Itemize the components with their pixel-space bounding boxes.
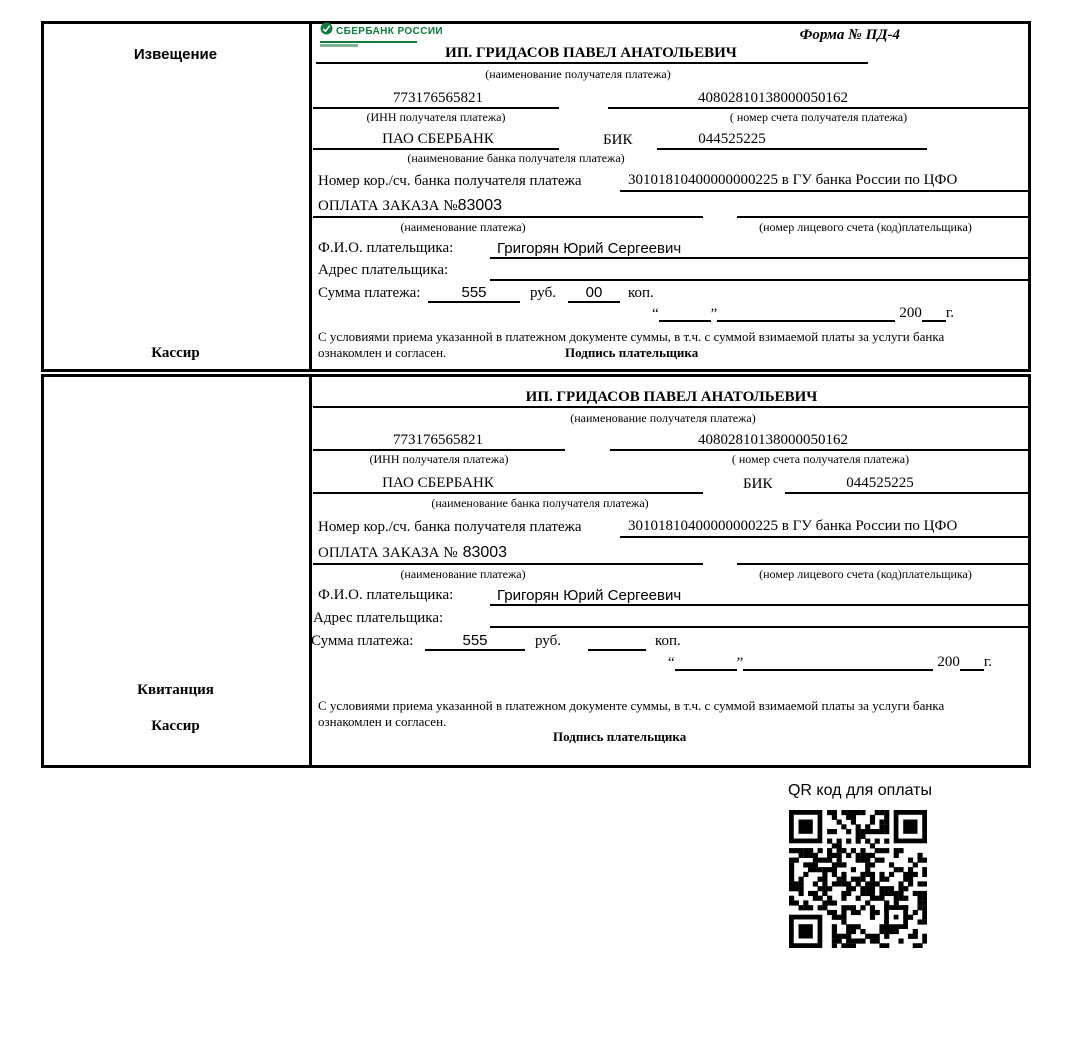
- recipient-caption: (наименование получателя платежа): [485, 67, 671, 81]
- account-line: [608, 107, 1029, 109]
- rub-label: руб.: [535, 633, 561, 649]
- amount-rub-value: 555: [462, 632, 488, 649]
- quote-close: ”: [710, 306, 718, 322]
- payment-caption: (наименование платежа): [400, 567, 526, 581]
- payer-code-caption: (номер лицевого счета (код)плательщика): [759, 567, 972, 581]
- logo-underline: [320, 41, 417, 43]
- inn-line: [313, 449, 565, 451]
- sberbank-logo-text: СБЕРБАНК РОССИИ: [336, 25, 444, 37]
- recipient-line: [316, 62, 868, 64]
- amount-rub-value: 555: [461, 284, 487, 301]
- bank-name-value: ПАО СБЕРБАНК: [382, 475, 494, 491]
- account-caption: ( номер счета получателя платежа): [731, 452, 910, 466]
- year-prefix: 200: [899, 305, 922, 321]
- notice-column-divider: [309, 21, 312, 372]
- amount-kop-line: [568, 301, 620, 303]
- date-day-line: [659, 305, 711, 322]
- bik-line: [657, 148, 927, 150]
- year-line: [922, 305, 946, 322]
- payer-address-label: Адрес плательщика:: [313, 610, 444, 626]
- quote-close: ”: [736, 655, 744, 671]
- corr-account-label: Номер кор./сч. банка получателя платежа: [318, 173, 582, 189]
- account-caption: ( номер счета получателя платежа): [729, 110, 908, 124]
- account-line: [610, 449, 1031, 451]
- inn-caption: (ИНН получателя платежа): [369, 452, 509, 466]
- payer-fio-label: Ф.И.О. плательщика:: [318, 240, 454, 256]
- corr-account-label: Номер кор./сч. банка получателя платежа: [318, 519, 582, 535]
- year-suffix: г.: [983, 654, 993, 670]
- agreement-line1: С условиями приема указанной в платежном документе суммы, в т.ч. с суммой взимаемой платы за услуги банка: [318, 698, 945, 713]
- signature-label: Подпись плательщика: [553, 729, 687, 744]
- qr-caption: QR код для оплаты: [787, 782, 932, 799]
- sum-label: Сумма платежа:: [318, 285, 421, 301]
- quote-open: “: [652, 306, 659, 322]
- payer-code-line: [737, 563, 1030, 565]
- sum-label: Сумма платежа:: [311, 633, 414, 649]
- bank-name-line: [313, 492, 703, 494]
- rub-label: руб.: [530, 285, 556, 301]
- payer-address-label: Адрес плательщика:: [318, 262, 449, 278]
- inn-value: 773176565821: [393, 90, 483, 106]
- bik-label: БИК: [743, 476, 773, 492]
- bank-name-value: ПАО СБЕРБАНК: [382, 131, 494, 147]
- agreement-line1: С условиями приема указанной в платежном документе суммы, в т.ч. с суммой взимаемой платы за услуги банка: [318, 329, 945, 344]
- recipient-name: ИП. ГРИДАСОВ ПАВЕЛ АНАТОЛЬЕВИЧ: [525, 389, 818, 405]
- corr-account-value: 30101810400000000225 в ГУ банка России по ЦФО: [628, 172, 958, 188]
- purpose-line: [313, 563, 703, 565]
- agreement-line2: ознакомлен и согласен.: [318, 345, 447, 360]
- notice-side-title: Извещение: [133, 46, 218, 63]
- notice-cashier-label: Кассир: [151, 345, 200, 361]
- purpose-label: ОПЛАТА ЗАКАЗА №: [318, 545, 458, 561]
- account-value: 40802810138000050162: [698, 90, 848, 106]
- quote-open: “: [668, 655, 675, 671]
- payer-fio-value: Григорян Юрий Сергеевич: [497, 587, 682, 604]
- bank-caption: (наименование банка получателя платежа): [407, 151, 625, 165]
- payment-purpose: [318, 544, 507, 562]
- receipt-side-title: Квитанция: [137, 682, 214, 698]
- form-number: Форма № ПД-4: [799, 27, 900, 43]
- amount-kop-line: [588, 649, 646, 651]
- recipient-line: [313, 406, 1031, 408]
- payer-fio-line: [490, 257, 1030, 259]
- bik-line: [785, 492, 1031, 494]
- order-number-value: 83003: [457, 197, 503, 214]
- date-row: [652, 304, 954, 322]
- payer-code-line: [737, 216, 1030, 218]
- signature-label: Подпись плательщика: [565, 345, 699, 360]
- inn-line: [313, 107, 559, 109]
- corr-account-line: [620, 190, 1029, 192]
- payer-address-line: [490, 626, 1031, 628]
- payer-fio-line: [490, 604, 1031, 606]
- amount-rub-line: [428, 301, 520, 303]
- year-suffix: г.: [945, 305, 955, 321]
- date-month-line: [717, 305, 895, 322]
- bank-caption: (наименование банка получателя платежа): [431, 496, 649, 510]
- bank-name-line: [313, 148, 559, 150]
- amount-rub-line: [425, 649, 525, 651]
- purpose-line: [313, 216, 703, 218]
- kop-label: коп.: [628, 285, 654, 301]
- bik-value: 044525225: [698, 131, 766, 147]
- corr-account-value: 30101810400000000225 в ГУ банка России по ЦФО: [628, 518, 958, 534]
- inn-caption: (ИНН получателя платежа): [366, 110, 506, 124]
- year-prefix: 200: [937, 654, 960, 670]
- payer-address-line: [490, 279, 1030, 281]
- payment-purpose: [318, 197, 502, 215]
- amount-kop-value: 00: [585, 284, 603, 301]
- corr-account-line: [620, 536, 1029, 538]
- date-row: [668, 653, 992, 671]
- account-value: 40802810138000050162: [698, 432, 848, 448]
- bik-value: 044525225: [846, 475, 914, 491]
- receipt-cashier-label: Кассир: [151, 718, 200, 734]
- payer-code-caption: (номер лицевого счета (код)плательщика): [759, 220, 972, 234]
- bik-label: БИК: [603, 132, 633, 148]
- purpose-label: ОПЛАТА ЗАКАЗА №: [318, 198, 458, 214]
- date-day-line: [675, 654, 737, 671]
- agreement-line2: ознакомлен и согласен.: [318, 714, 447, 729]
- payer-fio-label: Ф.И.О. плательщика:: [318, 587, 454, 603]
- recipient-caption: (наименование получателя платежа): [570, 411, 756, 425]
- recipient-name: ИП. ГРИДАСОВ ПАВЕЛ АНАТОЛЬЕВИЧ: [445, 45, 737, 61]
- kop-label: коп.: [655, 633, 681, 649]
- sberbank-emblem-icon: [320, 22, 333, 40]
- inn-value: 773176565821: [393, 432, 483, 448]
- payer-fio-value: Григорян Юрий Сергеевич: [497, 240, 682, 257]
- date-month-line: [743, 654, 933, 671]
- payment-caption: (наименование платежа): [400, 220, 526, 234]
- order-number-value: 83003: [462, 544, 508, 561]
- year-line: [960, 654, 984, 671]
- receipt-column-divider: [309, 374, 312, 768]
- qr-code: [789, 810, 927, 948]
